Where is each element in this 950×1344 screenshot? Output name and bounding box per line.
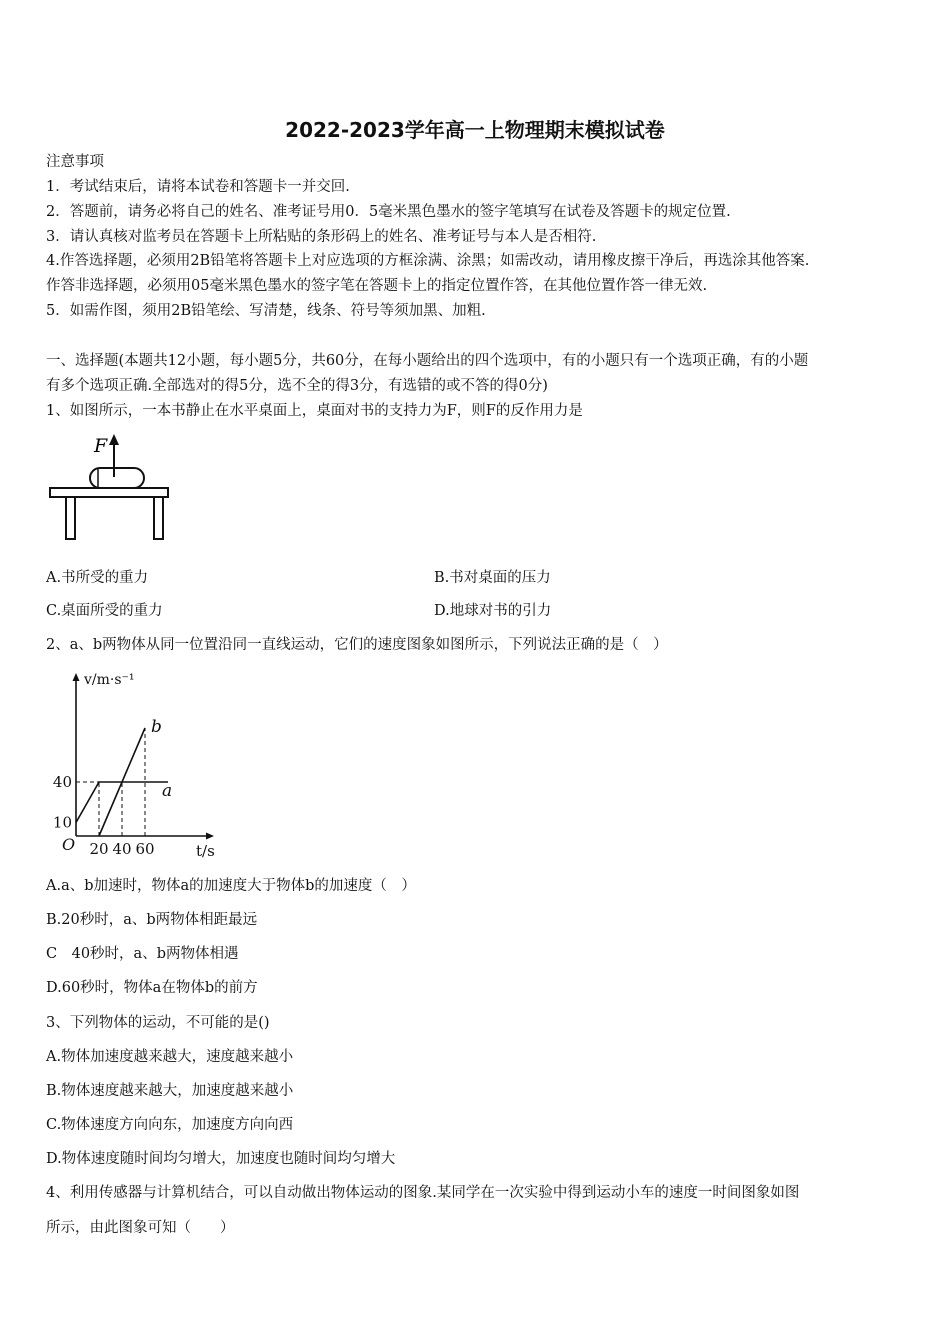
origin-label: O xyxy=(62,835,76,854)
page-title: 2022-2023学年高一上物理期末模拟试卷 xyxy=(285,118,665,142)
y-tick-label: 10 xyxy=(52,813,72,832)
question-4-stem: 4、利用传感器与计算机结合，可以自动做出物体运动的图象.某同学在一次实验中得到运动小车的速度一时间图象如图 xyxy=(46,1185,800,1201)
q1-option-b[interactable]: B.书对桌面的压力 xyxy=(434,570,551,586)
notice-heading: 注意事项 xyxy=(46,154,104,170)
section-intro: 有多个选项正确.全部选对的得5分，选不全的得3分，有选错的或不答的得0分) xyxy=(46,378,548,394)
section-intro: 一、选择题(本题共12小题，每小题5分，共60分，在每小题给出的四个选项中，有的小题只有一个选项正确，有的小题 xyxy=(46,353,809,369)
q3-option-c[interactable]: C.物体速度方向向东，加速度方向向西 xyxy=(46,1117,294,1133)
y-tick-label: 40 xyxy=(52,773,72,791)
q3-option-a[interactable]: A.物体加速度越来越大，速度越来越小 xyxy=(46,1049,294,1065)
notice-item: 5．如需作图，须用2B铅笔绘、写清楚，线条、符号等须加黑、加粗. xyxy=(46,303,486,319)
x-axis-arrow-icon xyxy=(206,833,214,840)
force-label: F xyxy=(94,435,108,457)
x-tick-label: 60 xyxy=(135,840,155,858)
series-label-b: b xyxy=(151,717,162,737)
series-label-a: a xyxy=(162,781,173,801)
q3-option-b[interactable]: B.物体速度越来越大，加速度越来越小 xyxy=(46,1083,294,1099)
q1-option-c[interactable]: C.桌面所受的重力 xyxy=(46,603,163,619)
table-top xyxy=(50,488,168,497)
table-leg-right xyxy=(154,497,163,539)
table-leg-left xyxy=(66,497,75,539)
q2-option-c[interactable]: C 40秒时，a、b两物体相遇 xyxy=(46,946,239,962)
notice-item: 2．答题前，请务必将自己的姓名、准考证号用0．5毫米黑色墨水的签字笔填写在试卷及答题卡的规定位置. xyxy=(46,204,731,220)
question-1-stem: 1、如图所示，一本书静止在水平桌面上，桌面对书的支持力为F，则F的反作用力是 xyxy=(46,403,583,419)
series-line-a xyxy=(76,782,168,823)
q3-option-d[interactable]: D.物体速度随时间均匀增大，加速度也随时间均匀增大 xyxy=(46,1151,396,1167)
notice-item: 1．考试结束后，请将本试卷和答题卡一并交回. xyxy=(46,179,350,195)
q2-option-d[interactable]: D.60秒时，物体a在物体b的前方 xyxy=(46,980,258,996)
x-tick-label: 20 xyxy=(89,840,109,858)
arrow-head-icon xyxy=(109,434,119,445)
y-axis-arrow-icon xyxy=(73,673,80,681)
question-4-stem: 所示，由此图象可知（ ） xyxy=(46,1220,235,1236)
q1-option-a[interactable]: A.书所受的重力 xyxy=(46,570,149,586)
notice-item: 3．请认真核对监考员在答题卡上所粘贴的条形码上的姓名、准考证号与本人是否相符. xyxy=(46,229,597,245)
book-on-table-figure xyxy=(46,432,176,544)
q2-option-a[interactable]: A.a、b加速时，物体a的加速度大于物体b的加速度（ ） xyxy=(46,878,416,894)
q1-option-d[interactable]: D.地球对书的引力 xyxy=(434,603,552,619)
y-axis-label: v/m·s⁻¹ xyxy=(84,672,135,688)
x-axis-label: t/s xyxy=(196,842,215,860)
x-tick-label: 40 xyxy=(112,840,132,858)
velocity-time-chart xyxy=(46,666,226,862)
notice-item: 作答非选择题，必须用05毫米黑色墨水的签字笔在答题卡上的指定位置作答，在其他位置作答一律无效. xyxy=(46,278,708,294)
question-2-stem: 2、a、b两物体从同一位置沿同一直线运动，它们的速度图象如图所示，下列说法正确的是（ ） xyxy=(46,637,668,653)
notice-item: 4.作答选择题，必须用2B铅笔将答题卡上对应选项的方框涂满、涂黑；如需改动，请用橡皮擦干净后，再选涂其他答案. xyxy=(46,253,810,269)
question-3-stem: 3、下列物体的运动，不可能的是() xyxy=(46,1015,270,1031)
q2-option-b[interactable]: B.20秒时，a、b两物体相距最远 xyxy=(46,912,258,928)
